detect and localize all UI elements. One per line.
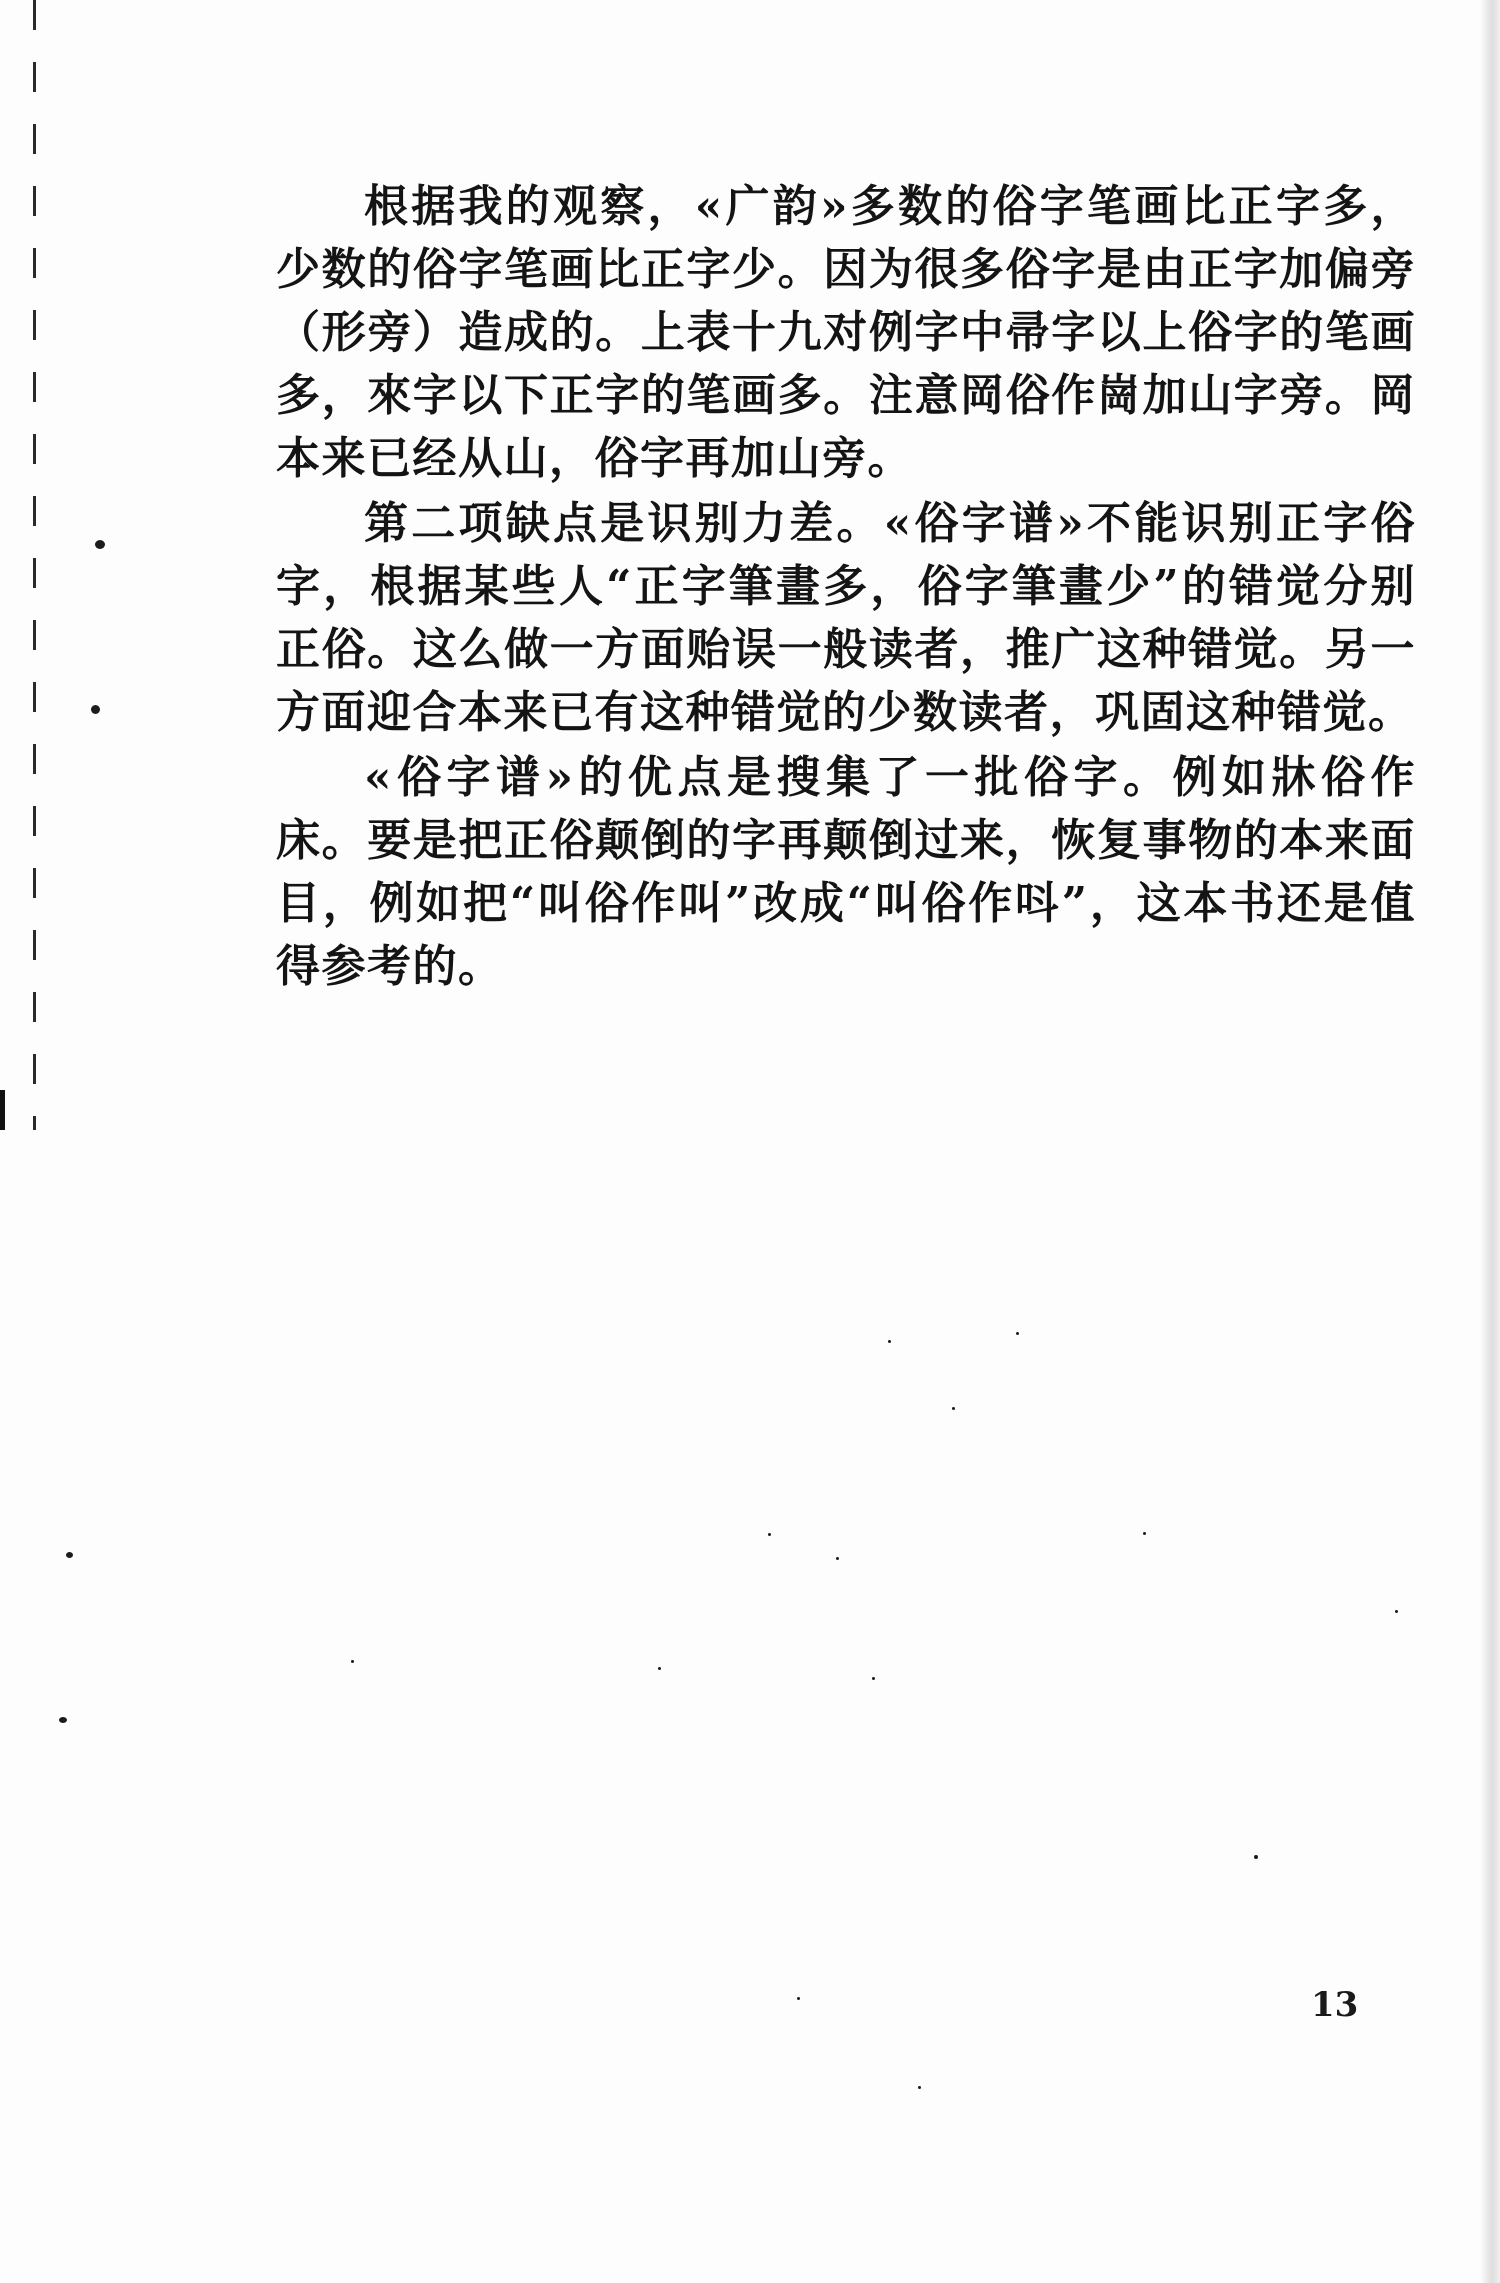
scan-speck [351, 1660, 354, 1663]
paragraph-2: 第二项缺点是识别力差。«俗字谱»不能识别正字俗字，根据某些人“正字筆畫多，俗字筆畫少”的错觉分别正俗。这么做一方面贻误一般读者，推广这种错觉。另一方面迎合本来已有这种错觉的少数读者，巩固这种错觉。 [276, 498, 1416, 738]
scan-speck [66, 1552, 73, 1558]
scan-speck [918, 2086, 921, 2089]
scan-speck [888, 1340, 891, 1343]
scan-speck [91, 705, 100, 714]
scan-speck [1395, 1610, 1398, 1613]
scan-speck [59, 1717, 67, 1723]
scan-speck [872, 1677, 875, 1680]
body-text [276, 175, 1416, 998]
scan-speck [1254, 1855, 1258, 1859]
scan-speck [658, 1667, 661, 1670]
scan-speck [1143, 1532, 1146, 1535]
scan-speck [1016, 1332, 1019, 1335]
scan-speck [797, 1997, 800, 2000]
paragraph-3: «俗字谱»的优点是搜集了一批俗字。例如牀俗作床。要是把正俗颠倒的字再颠倒过来，恢复事物的本来面目，例如把“叫俗作叫”改成“叫俗作呌”，这本书还是值得参考的。 [276, 752, 1416, 992]
binding-edge-mark [0, 1090, 5, 1130]
page-number: 13 [1311, 1985, 1359, 2025]
binding-edge-line [33, 0, 36, 1130]
scan-shadow [1480, 0, 1500, 2283]
scan-speck [836, 1557, 839, 1560]
scan-speck [95, 540, 105, 549]
scan-speck [952, 1407, 955, 1410]
paragraph-1: 根据我的观察，«广韵»多数的俗字笔画比正字多，少数的俗字笔画比正字少。因为很多俗字是由正字加偏旁（形旁）造成的。上表十九对例字中帚字以上俗字的笔画多，來字以下正字的笔画多。注意岡俗作崗加山字旁。岡本来已经从山，俗字再加山旁。 [276, 181, 1416, 484]
scan-speck [768, 1533, 771, 1536]
